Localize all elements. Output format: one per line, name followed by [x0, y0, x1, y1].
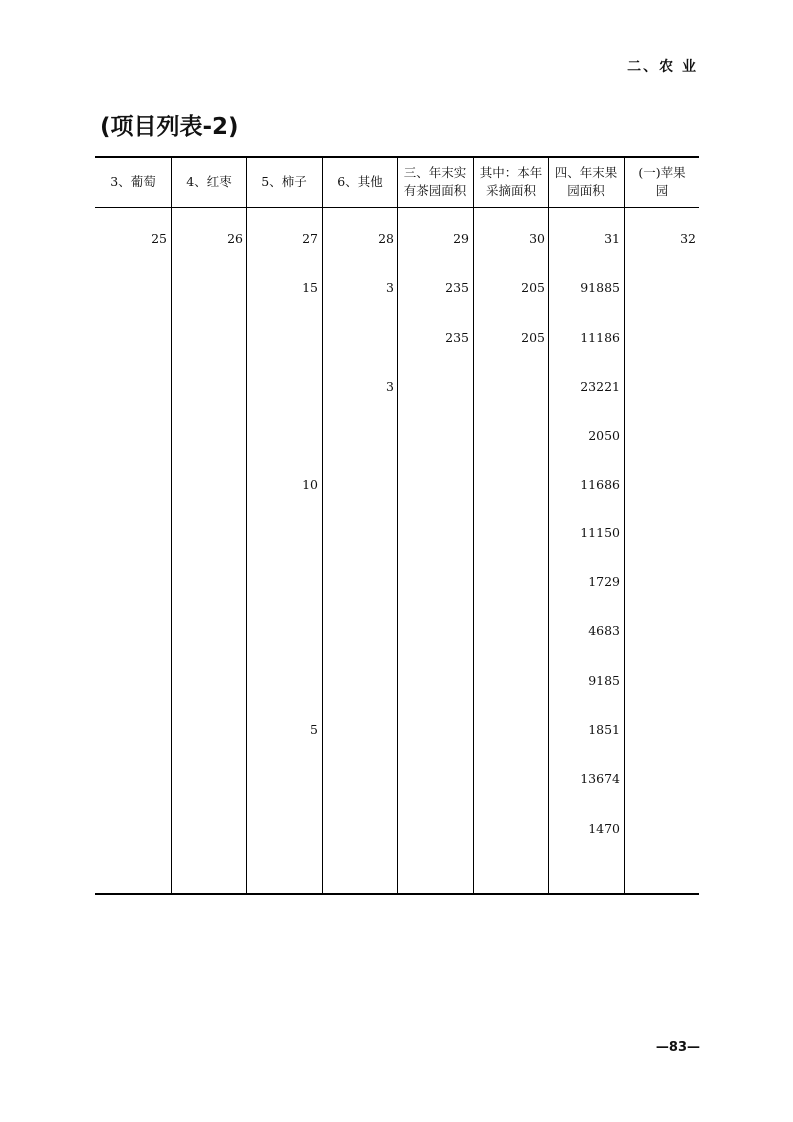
- column-header: 4、红枣: [186, 174, 232, 189]
- table-cell: 23221: [580, 379, 620, 394]
- table-cell: 15: [302, 280, 318, 295]
- column-header: 四、年末果 园面积: [554, 165, 618, 198]
- column-header: 5、柿子: [261, 174, 307, 189]
- table-row: [95, 620, 699, 642]
- column-header: 6、其他: [337, 174, 383, 189]
- table-cell: 11186: [580, 330, 620, 345]
- table-cell: 2050: [588, 428, 620, 443]
- table-cell: 235: [445, 280, 469, 295]
- table-cell: 30: [529, 231, 545, 246]
- table-cell: 27: [302, 231, 318, 246]
- table-row: [95, 670, 699, 692]
- table-cell: 11150: [580, 525, 620, 540]
- table-row: [95, 818, 699, 840]
- page-number: —83—: [655, 1040, 700, 1055]
- table-cell: 4683: [588, 623, 620, 638]
- table-cell: 205: [521, 280, 545, 295]
- table-cell: 3: [386, 280, 394, 295]
- table-row: [95, 425, 699, 447]
- table-row: [95, 327, 699, 349]
- table-cell: 3: [386, 379, 394, 394]
- table-cell: 26: [227, 231, 243, 246]
- table-cell: 11686: [580, 477, 620, 492]
- table-title: (项目列表-2): [100, 114, 239, 140]
- table-cell: 9185: [588, 673, 620, 688]
- table-cell: 10: [302, 477, 318, 492]
- table-row: [95, 376, 699, 398]
- table-row: [95, 474, 699, 496]
- table-cell: 25: [151, 231, 167, 246]
- table-cell: 13674: [580, 771, 620, 786]
- table-cell: 1470: [588, 821, 620, 836]
- table-row: [95, 571, 699, 593]
- table-row: [95, 228, 699, 250]
- table-cell: 205: [521, 330, 545, 345]
- table-cell: 235: [445, 330, 469, 345]
- column-header: 其中：本年 采摘面积: [479, 165, 543, 198]
- table-row: [95, 719, 699, 741]
- table-cell: 29: [453, 231, 469, 246]
- table-row: [95, 522, 699, 544]
- section-header: 二、农 业: [627, 59, 698, 75]
- table-cell: 31: [604, 231, 620, 246]
- table-cell: 1851: [588, 722, 620, 737]
- column-header: 三、年末实 有茶园面积: [403, 165, 467, 198]
- table-cell: 5: [310, 722, 318, 737]
- column-header: 3、葡萄: [110, 174, 156, 189]
- table-cell: 32: [680, 231, 696, 246]
- column-header: (一)苹果 园: [638, 165, 686, 198]
- table-cell: 28: [378, 231, 394, 246]
- table-cell: 1729: [588, 574, 620, 589]
- table-row: [95, 277, 699, 299]
- table-cell: 91885: [580, 280, 620, 295]
- table-row: [95, 768, 699, 790]
